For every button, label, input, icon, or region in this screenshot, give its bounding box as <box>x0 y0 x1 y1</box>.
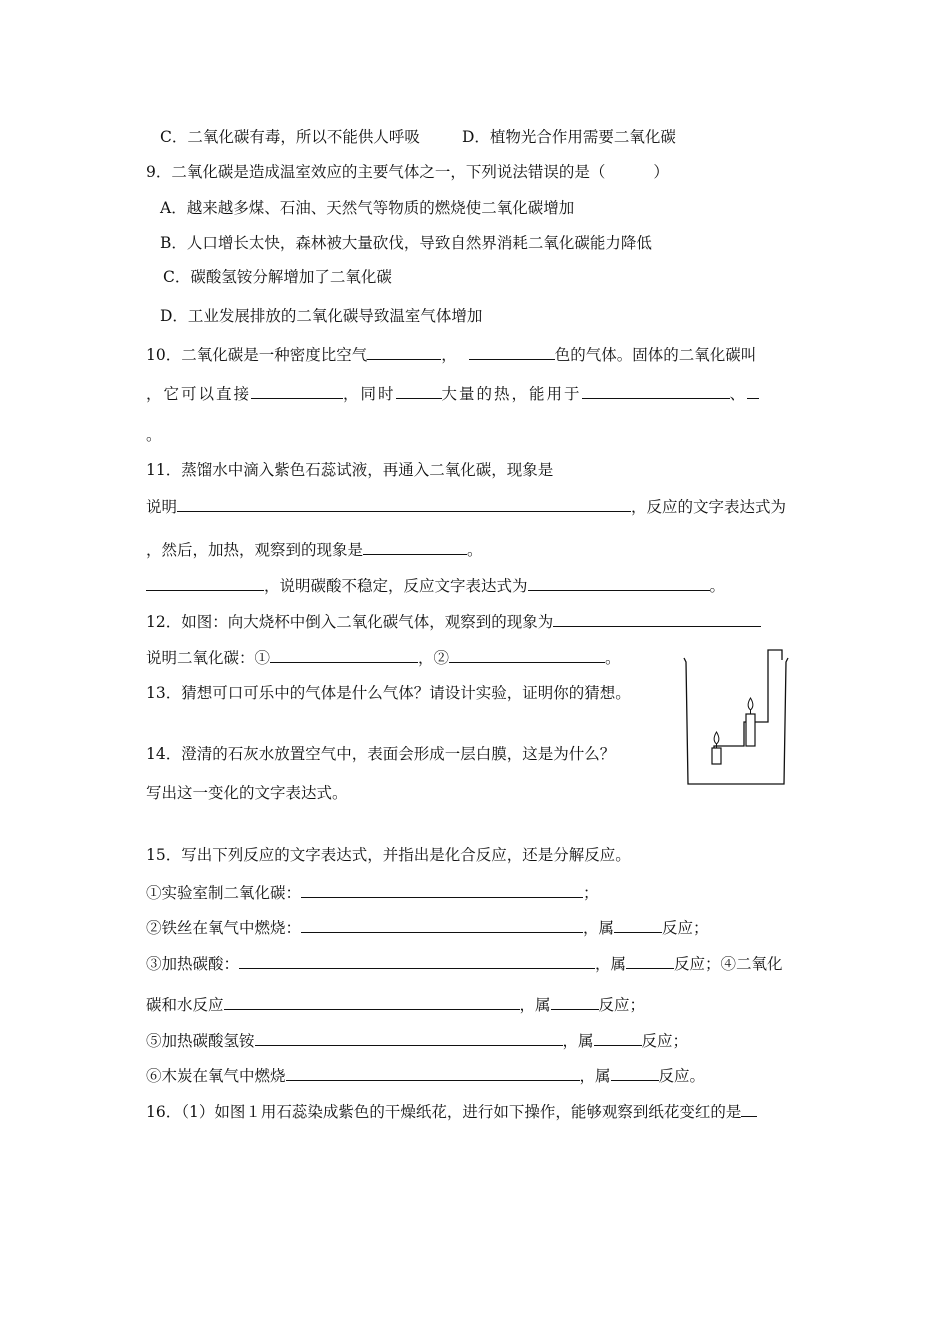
q11-text-2: 说明 <box>146 498 178 516</box>
q15-item-1 <box>146 882 599 903</box>
q12-text-3: ，② <box>418 649 450 667</box>
q15-item-1-text: ①实验室制二氧化碳： <box>146 884 302 902</box>
q15-item-6-text: ⑥木炭在氧气中燃烧 <box>146 1067 286 1085</box>
q10-text-6: 大量的热，能用于 <box>441 385 582 403</box>
q12-text-1: 12．如图：向大烧杯中倒入二氧化碳气体，观察到的现象为 <box>146 613 554 631</box>
q12-text-4: 。 <box>605 649 621 667</box>
q15-item-3-text: ③加热碳酸： <box>146 955 240 973</box>
q8-option-c: C．二氧化碳有毒，所以不能供人呼吸 <box>160 128 420 146</box>
q15-blank-1[interactable] <box>301 882 583 898</box>
q15-item-3-fy: 反应； <box>674 955 721 973</box>
q11-line4 <box>146 575 725 596</box>
q13-text: 13．猜想可口可乐中的气体是什么气体？请设计实验，证明你的猜想。 <box>146 684 631 702</box>
q9-stem-text: 9．二氧化碳是造成温室效应的主要气体之一，下列说法错误的是（ <box>146 163 606 181</box>
q16-text: 16．（1）如图１用石蕊染成紫色的干燥纸花，进行如下操作，能够观察到纸花变红的是 <box>146 1103 742 1121</box>
q15-item-5-fy: 反应； <box>641 1032 689 1050</box>
q15-blank-4b[interactable] <box>551 994 599 1010</box>
q11-text-7: 。 <box>709 577 726 595</box>
q15-blank-2b[interactable] <box>614 917 662 933</box>
q11-blank-1[interactable] <box>177 496 631 512</box>
q10-text-2: ， <box>441 346 457 364</box>
q10-line2 <box>146 383 759 404</box>
q15-blank-3[interactable] <box>239 953 595 969</box>
q15-item-2-fy: 反应； <box>662 919 709 937</box>
q15-blank-4[interactable] <box>224 994 520 1010</box>
high-candle <box>746 698 755 746</box>
beaker-candles-figure <box>680 644 792 790</box>
q10-text-3: 色的气体。固体的二氧化碳叫 <box>554 346 757 364</box>
q12-blank-1[interactable] <box>553 611 761 627</box>
q10-blank-5[interactable] <box>582 383 730 399</box>
q15-stem: 15．写出下列反应的文字表达式，并指出是化合反应，还是分解反应。 <box>146 846 631 864</box>
q9-option-c: C．碳酸氢铵分解增加了二氧化碳 <box>163 268 392 286</box>
q10-blank-1[interactable] <box>367 344 441 360</box>
q15-item-4-start: ④二氧化 <box>720 955 783 973</box>
q15-item-5 <box>146 1030 688 1051</box>
q11-blank-4[interactable] <box>528 575 710 591</box>
q10-blank-3[interactable] <box>251 383 343 399</box>
q15-item-4-text: 碳和水反应 <box>146 996 224 1014</box>
q10-line3: 。 <box>146 426 162 444</box>
q12-blank-2[interactable] <box>270 647 418 663</box>
q12-line2 <box>146 647 621 668</box>
q10-text-4: ，它可以直接 <box>146 385 252 403</box>
q11-blank-3[interactable] <box>146 575 264 591</box>
q12-line1 <box>146 611 761 632</box>
q15-item-5-text: ⑤加热碳酸氢铵 <box>146 1032 255 1050</box>
q15-item-5-shu: ，属 <box>562 1032 594 1050</box>
q12-text-2: 说明二氧化碳：① <box>146 649 271 667</box>
q9-stem <box>146 162 669 182</box>
q12-blank-3[interactable] <box>449 647 605 663</box>
q15-item-3 <box>146 953 783 974</box>
q11-line3 <box>146 539 483 560</box>
low-candle-flame-icon <box>714 732 719 744</box>
q9-option-a: A．越来越多煤、石油、天然气等物质的燃烧使二氧化碳增加 <box>160 199 575 217</box>
q10-line1 <box>146 344 756 365</box>
q15-item-6-fy: 反应。 <box>658 1067 706 1085</box>
q10-blank-2[interactable] <box>469 344 555 360</box>
high-candle-flame-icon <box>748 698 753 710</box>
q11-line1: 11．蒸馏水中滴入紫色石蕊试液，再通入二氧化碳，现象是 <box>146 461 554 479</box>
q14-line2: 写出这一变化的文字表达式。 <box>146 784 348 802</box>
q15-blank-2[interactable] <box>301 917 583 933</box>
q15-item-2 <box>146 917 709 938</box>
q15-blank-6[interactable] <box>286 1065 580 1081</box>
q15-blank-5b[interactable] <box>594 1030 642 1046</box>
q16-blank-1[interactable] <box>741 1101 757 1117</box>
q15-item-4 <box>146 994 645 1015</box>
q15-item-3-shu: ，属 <box>595 955 627 973</box>
q11-text-6: ，说明碳酸不稳定，反应文字表达式为 <box>264 577 528 595</box>
q15-item-6-shu: ，属 <box>579 1067 611 1085</box>
beaker-outline <box>684 658 788 784</box>
q10-text-1: 10．二氧化碳是一种密度比空气 <box>146 346 368 364</box>
q11-text-4: ，然后，加热，观察到的现象是 <box>146 541 364 559</box>
q16-line1 <box>146 1101 757 1122</box>
q15-blank-5[interactable] <box>255 1030 563 1046</box>
q15-blank-6b[interactable] <box>611 1065 659 1081</box>
q10-text-7: 、 <box>729 385 748 403</box>
q10-text-5: ，同时 <box>343 385 396 403</box>
q11-text-5: 。 <box>467 541 483 559</box>
q15-item-6 <box>146 1065 705 1086</box>
q15-item-1-end: ； <box>583 884 599 902</box>
q15-item-4-shu: ，属 <box>519 996 551 1014</box>
low-candle <box>712 732 721 764</box>
q8-option-d: D．植物光合作用需要二氧化碳 <box>462 128 676 146</box>
q15-item-4-fy: 反应； <box>598 996 646 1014</box>
q14-line1: 14．澄清的石灰水放置空气中，表面会形成一层白膜，这是为什么？ <box>146 745 616 763</box>
q10-blank-4[interactable] <box>396 383 442 399</box>
q15-item-2-text: ②铁丝在氧气中燃烧： <box>146 919 302 937</box>
q15-item-2-shu: ，属 <box>583 919 615 937</box>
q9-option-b: B．人口增长太快，森林被大量砍伐，导致自然界消耗二氧化碳能力降低 <box>160 234 652 252</box>
q9-option-d: D．工业发展排放的二氧化碳导致温室气体增加 <box>160 307 483 325</box>
q9-stem-close: ） <box>653 163 669 181</box>
q15-blank-3b[interactable] <box>626 953 674 969</box>
q11-line2 <box>146 496 786 517</box>
q11-blank-2[interactable] <box>363 539 467 555</box>
q11-text-3: ，反应的文字表达式为 <box>631 498 787 516</box>
q10-blank-6[interactable] <box>747 383 759 399</box>
